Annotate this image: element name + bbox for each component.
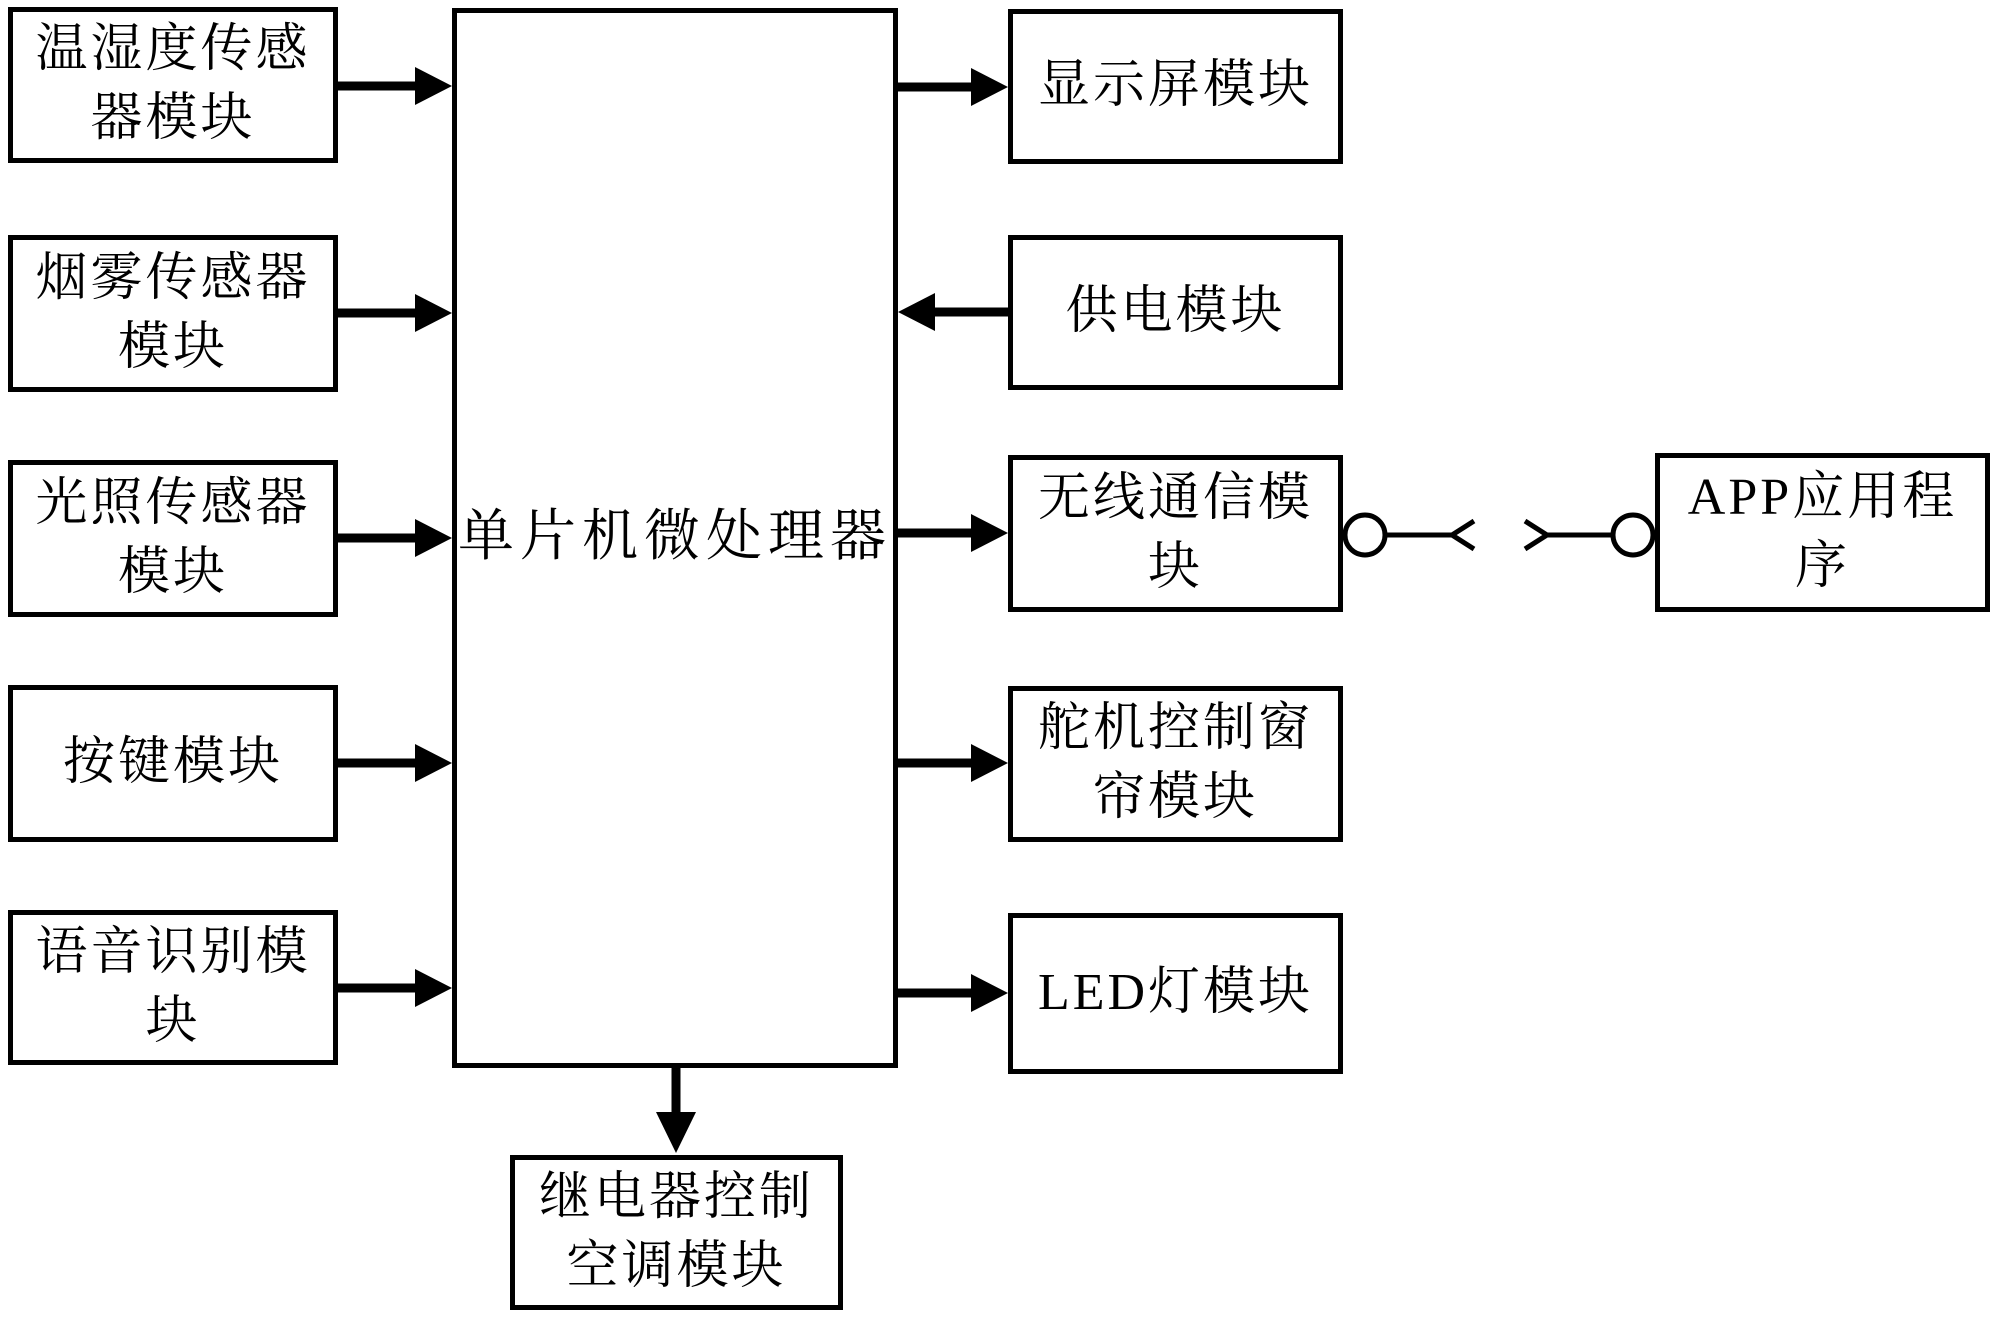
arrow-smoke-to-mcu bbox=[338, 294, 452, 332]
box-app-application bbox=[1655, 453, 1990, 612]
box-label-line: 模块 bbox=[117, 318, 228, 376]
box-label-line: 继电器控制 bbox=[538, 1168, 814, 1226]
arrow-power-to-mcu bbox=[898, 293, 1008, 331]
box-servo-curtain-module bbox=[1008, 686, 1343, 842]
arrow-button-to-mcu bbox=[338, 744, 452, 782]
app-port-circle bbox=[1613, 515, 1653, 555]
box-label-line: 供电模块 bbox=[1065, 283, 1286, 341]
wireless-port-circle bbox=[1345, 515, 1385, 555]
box-label-line: 序 bbox=[1794, 537, 1850, 595]
box-label-line: 帘模块 bbox=[1092, 769, 1258, 826]
arrow-mcu-to-display bbox=[898, 68, 1008, 106]
box-label-line: 温湿度传感 bbox=[35, 21, 311, 79]
box-label-line: 器模块 bbox=[90, 90, 256, 147]
box-voice-recognition-module bbox=[8, 910, 338, 1065]
box-label-line: 语音识别模 bbox=[35, 923, 311, 981]
box-mcu-microprocessor bbox=[452, 8, 898, 1068]
arrow-mcu-to-wireless bbox=[898, 514, 1008, 552]
arrow-voice-to-mcu bbox=[338, 969, 452, 1007]
box-relay-aircon-module bbox=[510, 1155, 843, 1310]
box-label-line: LED灯模块 bbox=[1037, 964, 1314, 1022]
box-label-line: 模块 bbox=[117, 543, 228, 601]
arrow-mcu-to-led bbox=[898, 974, 1008, 1012]
antenna-right-icon bbox=[1525, 521, 1547, 549]
box-label-line: 光照传感器 bbox=[35, 474, 311, 532]
box-led-module bbox=[1008, 913, 1343, 1074]
arrow-light-to-mcu bbox=[338, 519, 452, 557]
arrow-temp-humidity-to-mcu bbox=[338, 67, 452, 105]
box-power-supply-module bbox=[1008, 235, 1343, 390]
box-label-line: 烟雾传感器 bbox=[35, 249, 311, 307]
arrow-mcu-to-relay bbox=[656, 1068, 696, 1153]
box-light-sensor-module bbox=[8, 460, 338, 617]
box-label-line: 空调模块 bbox=[566, 1237, 787, 1295]
antenna-left-icon bbox=[1452, 521, 1474, 549]
box-smoke-sensor-module bbox=[8, 235, 338, 392]
box-display-module bbox=[1008, 9, 1343, 164]
box-temp-humidity-sensor-module bbox=[8, 7, 338, 163]
box-label-line: 无线通信模 bbox=[1037, 469, 1313, 527]
box-label-line: 显示屏模块 bbox=[1037, 57, 1313, 115]
box-button-module bbox=[8, 685, 338, 842]
box-label-line: 块 bbox=[145, 992, 201, 1050]
arrow-mcu-to-servo-curtain bbox=[898, 744, 1008, 782]
box-label-line: 按键模块 bbox=[62, 734, 283, 792]
wireless-link-icon bbox=[1345, 515, 1653, 555]
box-label-line: APP应用程 bbox=[1687, 468, 1958, 526]
box-label-line: 块 bbox=[1147, 538, 1203, 596]
box-wireless-comm-module bbox=[1008, 455, 1343, 612]
box-label-line: 舵机控制窗 bbox=[1037, 700, 1313, 758]
box-label-line: 单片机微处理器 bbox=[458, 506, 892, 569]
